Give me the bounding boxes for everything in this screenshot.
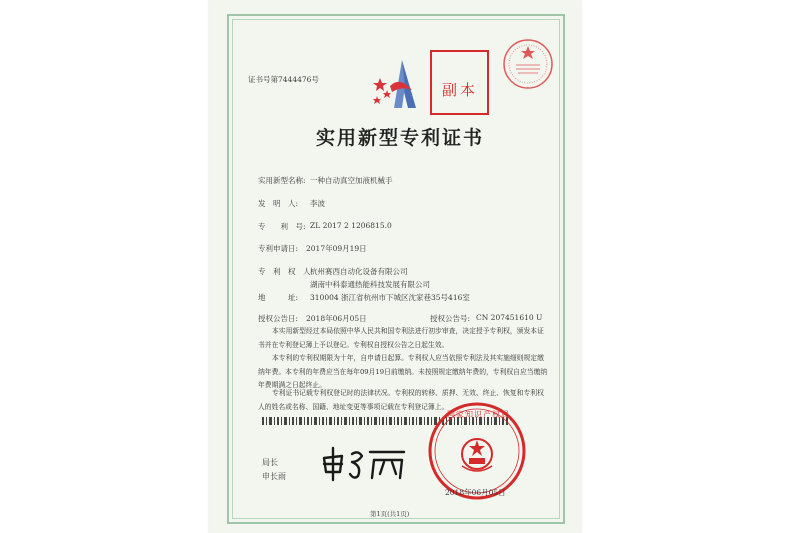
signature-name: 申长雨 (262, 472, 286, 481)
certificate-title: 实用新型专利证书 (315, 127, 484, 149)
utility-model-name-value: 一种自动真空加液机械手 (310, 176, 393, 185)
certificate-number: 证书号第7444476号 (248, 75, 319, 84)
patent-number-label: 专 利 号: (258, 222, 306, 231)
grant-number-value: CN 207451610 U (476, 313, 543, 322)
filing-date-value: 2017年09月19日 (306, 244, 367, 253)
grant-date-label: 授权公告日: (258, 314, 299, 323)
seal-date: 2018年06月05日 (445, 488, 506, 497)
official-seal-text: 国家知识产权局 (447, 410, 510, 419)
address-label: 地 址: (258, 293, 299, 302)
patentee-value-2: 湖南中科泰通热能科技发展有限公司 (310, 280, 430, 289)
patent-number-value: ZL 2017 2 1206815.0 (310, 221, 392, 230)
filing-date-label: 专利申请日: (258, 244, 299, 253)
grant-date-value: 2018年06月05日 (306, 314, 367, 323)
patent-office-logo-icon (372, 56, 422, 112)
patentee-label: 专 利 权 人: (258, 267, 314, 276)
inventor-value: 李波 (310, 199, 325, 208)
inventor-label: 发 明 人: (258, 199, 299, 208)
copy-stamp-label: 副本 (441, 81, 478, 99)
signature-title: 局长 (262, 458, 278, 467)
paragraph-term-and-fees: 本专利的专利权期限为十年，自申请日起算。专利权人应当依照专利法及其实施细则规定缴纳年费。本专利的年费应当在每年09月19日前缴纳。未按照规定缴纳年费的，专利权自应当缴纳年费期满之日起终止。 (258, 354, 548, 389)
small-round-stamp-icon (500, 36, 556, 92)
handwritten-signature-icon (318, 444, 410, 484)
page-footer: 第1页(共1页) (370, 510, 410, 518)
paragraph-grant-decision: 本实用新型经过本局依照中华人民共和国专利法进行初步审查，决定授予专利权，颁发本证书并在专利登记簿上予以登记。专利权自授权公告之日起生效。 (258, 327, 544, 349)
grant-number-label: 授权公告号: (430, 314, 471, 323)
paragraph-legal-status: 专利证书记载专利权登记时的法律状况。专利权的转移、质押、无效、终止、恢复和专利权人的姓名或名称、国籍、地址变更等事项记载在专利登记簿上。 (258, 389, 544, 411)
patentee-value-1: 杭州赛西自动化设备有限公司 (310, 267, 408, 276)
address-value: 310004 浙江省杭州市下城区沈家巷35号416室 (310, 293, 470, 302)
utility-model-name-label: 实用新型名称: (258, 176, 306, 185)
